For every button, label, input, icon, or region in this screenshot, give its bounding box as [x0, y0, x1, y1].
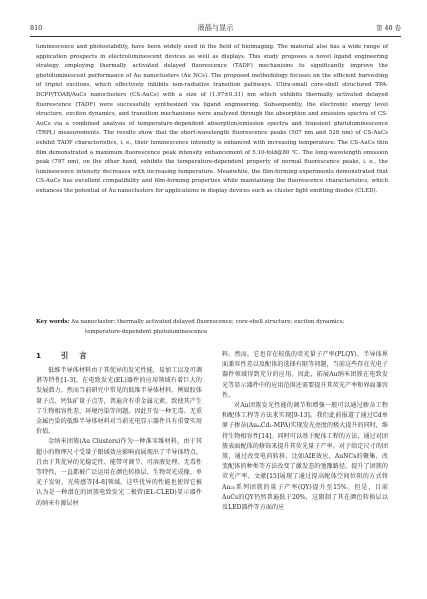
keywords-line-2: temperature-dependent photoluminescence — [85, 328, 208, 335]
section-heading — [36, 350, 198, 362]
page-number: 810 — [30, 24, 43, 32]
body-paragraph: 低维半导体材料由于其优异的发光性能，易加工以及可调谐等特性[1-3]，在电致发光(EL)器件的应用领域有着巨大的发展潜力。然而当前研究中常见的低维半导体材料，例如胶体量子点、钙钛矿量子点等，普遍含有重金属元素，致使其产生了生物相容性差、环境污染等问题。因此开发一种无毒、无重金属污染的低维半导体材料对当前光电显示器件具有重要实用价值。 — [36, 367, 202, 436]
left-column — [36, 366, 202, 509]
volume-label: 第 40 卷 — [376, 24, 401, 32]
journal-title: 液晶与显示 — [197, 23, 234, 32]
keywords-line-1: Au nanocluster; thermally activated delayed fluorescence; core-shell structure; exciton dynamics; — [71, 319, 345, 325]
keywords — [36, 318, 388, 337]
keywords-label: Key words: — [36, 319, 70, 325]
english-abstract: luminescence and photostability, have been widely used in the field of bioimaging. The material also has a wide range of application prospects in electroluminescent devices as well as displays. This study proposes a novel ligand engineering strategy employing thermally activated delayed fluorescence (TADF) mechanisms to significantly improve the photoluminescent performance of Au nanoclusters (Au NCs). The proposed methodology focuses on the efficient harvesting of triplet excitons, which effectively inhibits non-radiative transition pathways. Ultra-small core-shell structured TPA-DCPP/TOAB/AuCs nanoclusters (CS-AuCs) with a size of (1.97±0.31) nm which exhibits thermally activated delayed fluorescence (TADF) were successfully synthesized via ligand engineering. Subsequently, the electronic energy level structure, exciton dynamics, and transition mechanisms were analyzed through the absorption and emission spectra of CS-AuCs via a combined analysis of temperature-dependent absorption/emission spectra and transient photoluminescence (TRPL) measurements. The results show that the short-wavelength fluorescence peaks (507 nm and 528 nm) of CS-AuCs exhibit TADF characteristics, i. e., their luminescence intensity is enhanced with increasing temperature. The CS-AuCs thin film demonstrated a maximum fluorescence peak intensity enhancement of 5.10-fold@80 ℃. The long-wavelength emission peak (797 nm), on the other hand, exhibits the temperature-dependent property of normal fluorescence peaks, i. e., the luminescence intensity decreases with increasing temperature. Meanwhile, the film-forming experiments demonstrated that CS-AuCs has excellent compatibility and film-forming properties while maintaining the fluorescence characteristics, which enhances the potential of Au nanoclusters for applications in display devices such as cluster light emitting diodes (CLED). — [36, 44, 388, 194]
running-header — [30, 22, 401, 34]
body-paragraph: 金纳米团簇(Au Clusters)作为一种准零维材料，由于其超小的物理尺寸受量子限域效应影响而展现出了半导体特点，且由于其优异的光稳定性、能带可调节、可溶液处理、无毒性等特性，一直都被广泛运用在颜色转换层、生物荧光成像、单光子发射、光传感等[4-8]领域。这些优异的性能也使得它被认为是一种潜在的团簇电致发光二极管(EL-CLED)显示器件的纳米有源层材 — [36, 438, 202, 507]
header-rule — [30, 36, 401, 37]
body-paragraph: 对Au团簇发光性能的调节和增强一般可以通过掺杂工程和配体工程等方法来实现[9-13]。我们此前报道了通过Cd单原子掺杂(AuₘCd₁-MPA)实现发光亮度的极大提升的同时，维持生物相容性[14]。同时可以基于配体工程的方法，通过对团簇表面配体的修饰来提升其荧光量子产率。对于给定尺寸的团簇，通过改变电荷转移，比如AIE效应、AuNCs的聚集、改变配体的种类等方法改变了激发态的弛豫路径，提升了团簇的荧光产率。文献[15]展现了通过提高配体空间位阻的方式将Au₂₅系列团簇的量子产率(QY)提升至15%。但是，目前AuCs的QY仍然普遍低于20%，这限制了其在颜色转换层以及LED器件等方面的应 — [222, 402, 388, 512]
section-number: 1 — [36, 351, 44, 360]
body-paragraph: 料。然而，它也存在较低的荧光量子产率(PLQY)、半导体界面兼容性差以及配体的选择有限等问题，当前这些存在光电子器件领域得到充分的应用。因此，拓展Au纳米团簇在电致发光等显示器件中的应用范围还需要提升其荧光产率和界面兼容性。 — [222, 351, 388, 399]
section-title: 引 言 — [61, 351, 89, 360]
right-column — [222, 350, 388, 513]
